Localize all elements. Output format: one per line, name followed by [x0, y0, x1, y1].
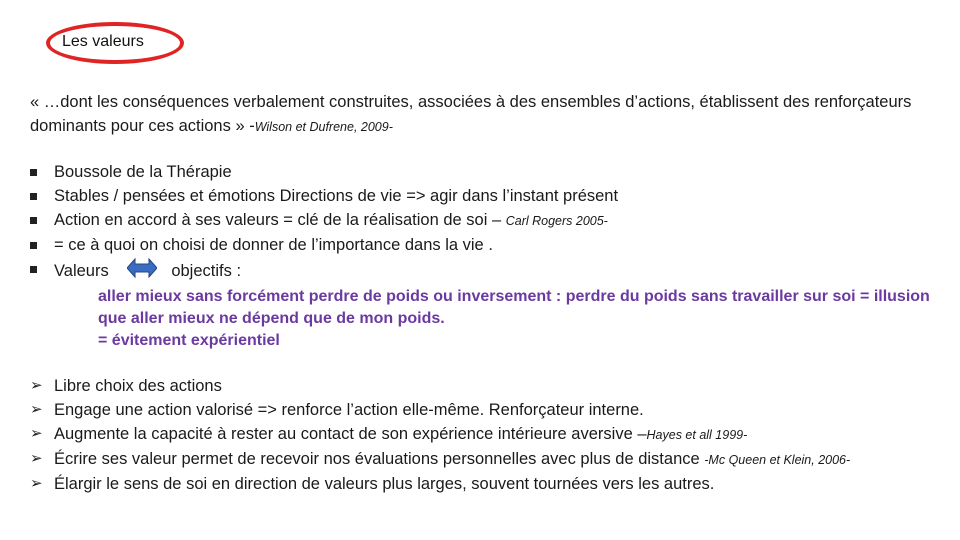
list-item	[30, 257, 945, 286]
quote-citation: Wilson et Dufrene, 2009-	[254, 120, 393, 134]
check-text: Écrire ses valeur permet de recevoir nos évaluations personnelles avec plus de distance	[54, 450, 705, 468]
check-citation: Hayes et all 1999-	[646, 428, 748, 442]
purple-note	[30, 286, 945, 352]
square-bullet-icon	[30, 193, 37, 200]
definition-quote	[30, 90, 930, 139]
arrowhead-check-icon: ➢	[30, 425, 43, 442]
purple-line: aller mieux sans forcément perdre de poids ou inversement : perdre du poids sans travailler sur soi = illusion que aller mieux ne dépend que de mon poids.	[98, 288, 930, 327]
list-item	[30, 184, 945, 208]
bullet-text-objectives: objectifs :	[171, 261, 242, 280]
check-text: Engage une action valorisé => renforce l’action elle-même. Renforçateur interne.	[54, 401, 644, 419]
bullet-citation: Carl Rogers 2005-	[505, 214, 608, 228]
square-bullet-icon	[30, 242, 37, 249]
list-item	[30, 422, 955, 447]
arrowhead-check-icon: ➢	[30, 377, 43, 394]
purple-line: = évitement expérientiel	[98, 332, 280, 349]
list-item	[30, 447, 955, 472]
bullet-text: Action en accord à ses valeurs = clé de la réalisation de soi –	[54, 211, 506, 229]
bullet-text: = ce à quoi on choisi de donner de l’importance dans la vie .	[54, 236, 493, 254]
quote-text: « …dont les conséquences verbalement construites, associées à des ensembles d’actions, établissent des renforçateurs dominants pour ces actions » -	[30, 93, 912, 135]
arrowhead-check-icon: ➢	[30, 401, 43, 418]
bullet-text-values: Valeurs	[54, 261, 109, 280]
list-item	[30, 472, 955, 496]
square-bullet-icon	[30, 169, 37, 176]
check-text: Libre choix des actions	[54, 377, 222, 395]
list-item	[30, 398, 955, 422]
list-item	[30, 233, 945, 257]
list-item	[30, 374, 955, 398]
bullet-text: Stables / pensées et émotions Directions de vie => agir dans l’instant présent	[54, 187, 619, 205]
square-bullet-icon	[30, 217, 37, 224]
arrowhead-check-icon: ➢	[30, 475, 43, 492]
square-bullet-icon	[30, 266, 37, 273]
actions-check-list	[30, 374, 955, 496]
values-bullet-list	[30, 160, 945, 352]
arrowhead-check-icon: ➢	[30, 450, 43, 467]
slide-title: Les valeurs	[62, 33, 144, 50]
list-item	[30, 208, 945, 233]
bullet-text: Boussole de la Thérapie	[54, 163, 232, 181]
left-right-arrow-icon	[127, 257, 157, 286]
list-item	[30, 160, 945, 184]
check-citation: -Mc Queen et Klein, 2006-	[704, 453, 851, 467]
check-text: Augmente la capacité à rester au contact de son expérience intérieure aversive –	[54, 425, 647, 443]
check-text: Élargir le sens de soi en direction de valeurs plus larges, souvent tournées vers les autres.	[54, 475, 715, 493]
